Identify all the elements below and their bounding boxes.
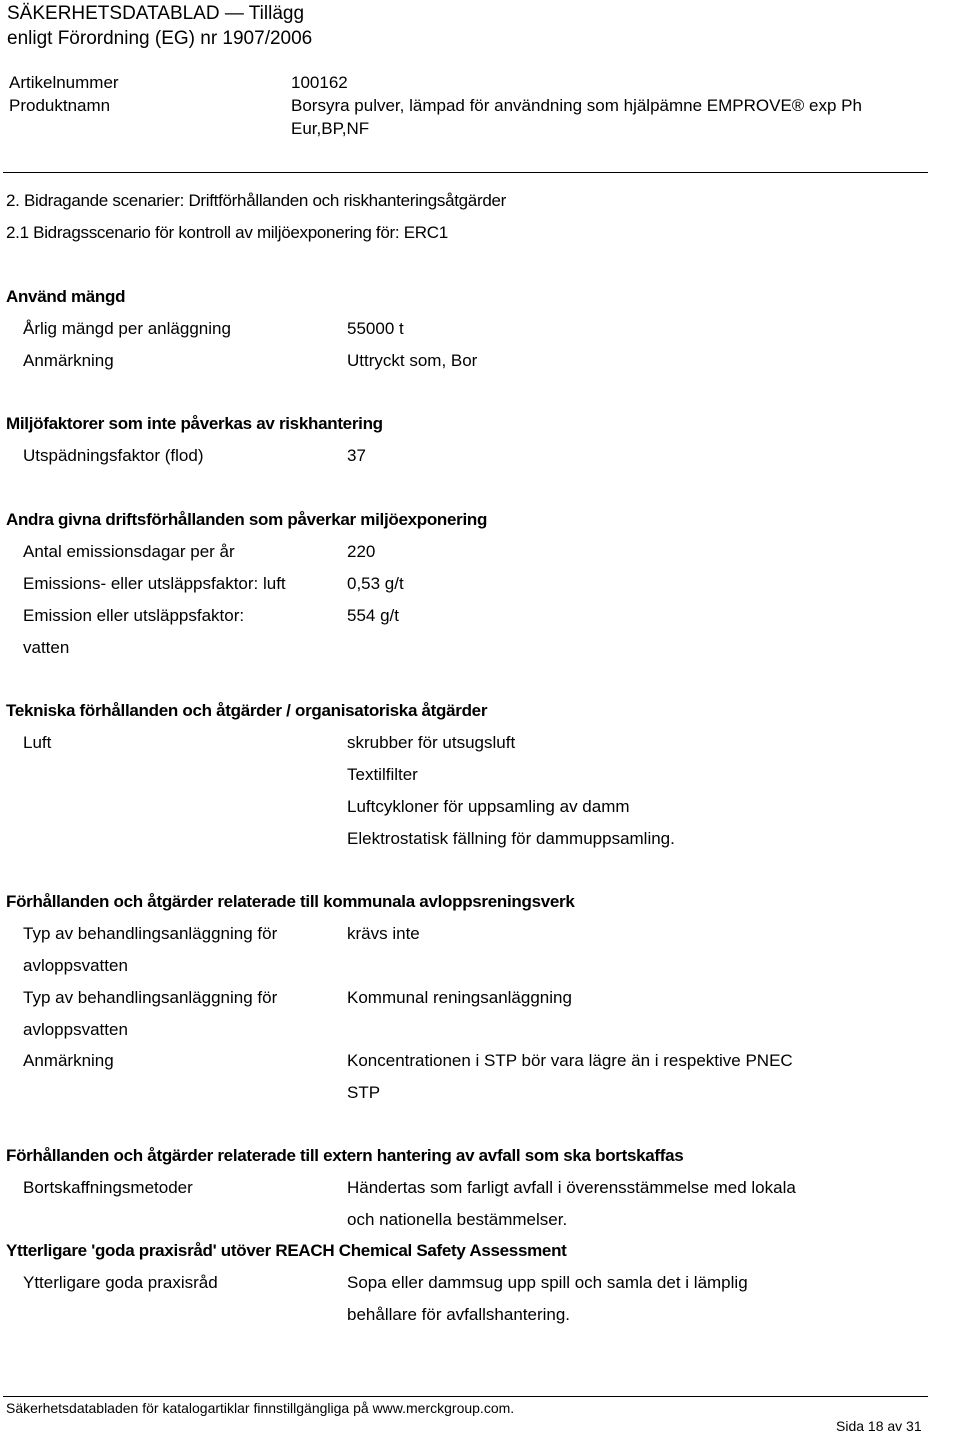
header-divider (3, 172, 928, 173)
treatment-type-label-cont: avloppsvatten (23, 956, 128, 975)
annual-amount-label: Årlig mängd per anläggning (23, 319, 231, 338)
air-emission-factor-value: 0,53 g/t (347, 574, 404, 593)
air-measure-item: Elektrostatisk fällning för dammuppsamling. (347, 829, 675, 848)
good-practice-value: Sopa eller dammsug upp spill och samla det i lämplig (347, 1273, 748, 1292)
treatment-type-label-cont: avloppsvatten (23, 1020, 128, 1039)
stp-remark-value-cont: STP (347, 1083, 381, 1102)
dilution-factor-label: Utspädningsfaktor (flod) (23, 446, 204, 465)
env-factors-heading: Miljöfaktorer som inte påverkas av riskhantering (6, 414, 383, 433)
water-emission-factor-value: 554 g/t (347, 606, 399, 625)
operating-conditions-heading: Andra givna driftsförhållanden som påverkar miljöexponering (6, 510, 488, 529)
amount-remark-label: Anmärkning (23, 351, 114, 370)
disposal-method-value: Händertas som farligt avfall i överensstämmelse med lokala (347, 1178, 796, 1197)
air-emission-factor-label: Emissions- eller utsläppsfaktor: luft (23, 574, 286, 593)
regulation-line: enligt Förordning (EG) nr 1907/2006 (7, 28, 313, 49)
air-measures-label: Luft (23, 733, 52, 752)
amount-heading: Använd mängd (6, 287, 126, 306)
treatment-type-label: Typ av behandlingsanläggning för (23, 988, 278, 1007)
water-emission-factor-label: Emission eller utsläppsfaktor: (23, 606, 245, 625)
page-number: Sida 18 av 31 (836, 1418, 922, 1434)
article-number-value: 100162 (291, 73, 348, 92)
air-measure-item: Luftcykloner för uppsamling av damm (347, 797, 630, 816)
water-emission-factor-label-cont: vatten (23, 638, 70, 657)
amount-remark-value: Uttryckt som, Bor (347, 351, 478, 370)
municipal-treatment-heading: Förhållanden och åtgärder relaterade till kommunala avloppsreningsverk (6, 892, 575, 911)
disposal-method-label: Bortskaffningsmetoder (23, 1178, 193, 1197)
treatment-type-label: Typ av behandlingsanläggning för (23, 924, 278, 943)
good-practice-label: Ytterligare goda praxisråd (23, 1273, 218, 1292)
treatment-type-value: Kommunal reningsanläggning (347, 988, 572, 1007)
document-title: SÄKERHETSDATABLAD — Tillägg (7, 3, 305, 24)
dilution-factor-value: 37 (347, 446, 366, 465)
stp-remark-label: Anmärkning (23, 1051, 114, 1070)
emission-days-label: Antal emissionsdagar per år (23, 542, 235, 561)
air-measure-item: Textilfilter (347, 765, 418, 784)
good-practice-value-cont: behållare för avfallshantering. (347, 1305, 571, 1324)
article-number-label: Artikelnummer (9, 73, 119, 92)
good-practice-heading: Ytterligare 'goda praxisråd' utöver REACH Chemical Safety Assessment (6, 1241, 567, 1260)
section-title: 2. Bidragande scenarier: Driftförhållanden och riskhanteringsåtgärder (6, 191, 506, 210)
product-name-value: Borsyra pulver, lämpad för användning som hjälpämne EMPROVE® exp Ph (291, 96, 862, 115)
product-name-value-cont: Eur,BP,NF (291, 119, 370, 138)
treatment-type-value: krävs inte (347, 924, 420, 943)
air-measure-item: skrubber för utsugsluft (347, 733, 516, 752)
annual-amount-value: 55000 t (347, 319, 404, 338)
waste-handling-heading: Förhållanden och åtgärder relaterade till extern hantering av avfall som ska bortskaffas (6, 1146, 684, 1165)
footer-note: Säkerhetsdatabladen för katalogartiklar finnstillgängliga på www.merckgroup.com. (6, 1400, 515, 1416)
product-name-label: Produktnamn (9, 96, 111, 115)
section-subtitle: 2.1 Bidragsscenario för kontroll av miljöexponering för: ERC1 (6, 223, 448, 242)
emission-days-value: 220 (347, 542, 376, 561)
disposal-method-value-cont: och nationella bestämmelser. (347, 1210, 568, 1229)
stp-remark-value: Koncentrationen i STP bör vara lägre än i respektive PNEC (347, 1051, 793, 1070)
footer-divider (3, 1396, 928, 1397)
technical-measures-heading: Tekniska förhållanden och åtgärder / organisatoriska åtgärder (6, 701, 488, 720)
